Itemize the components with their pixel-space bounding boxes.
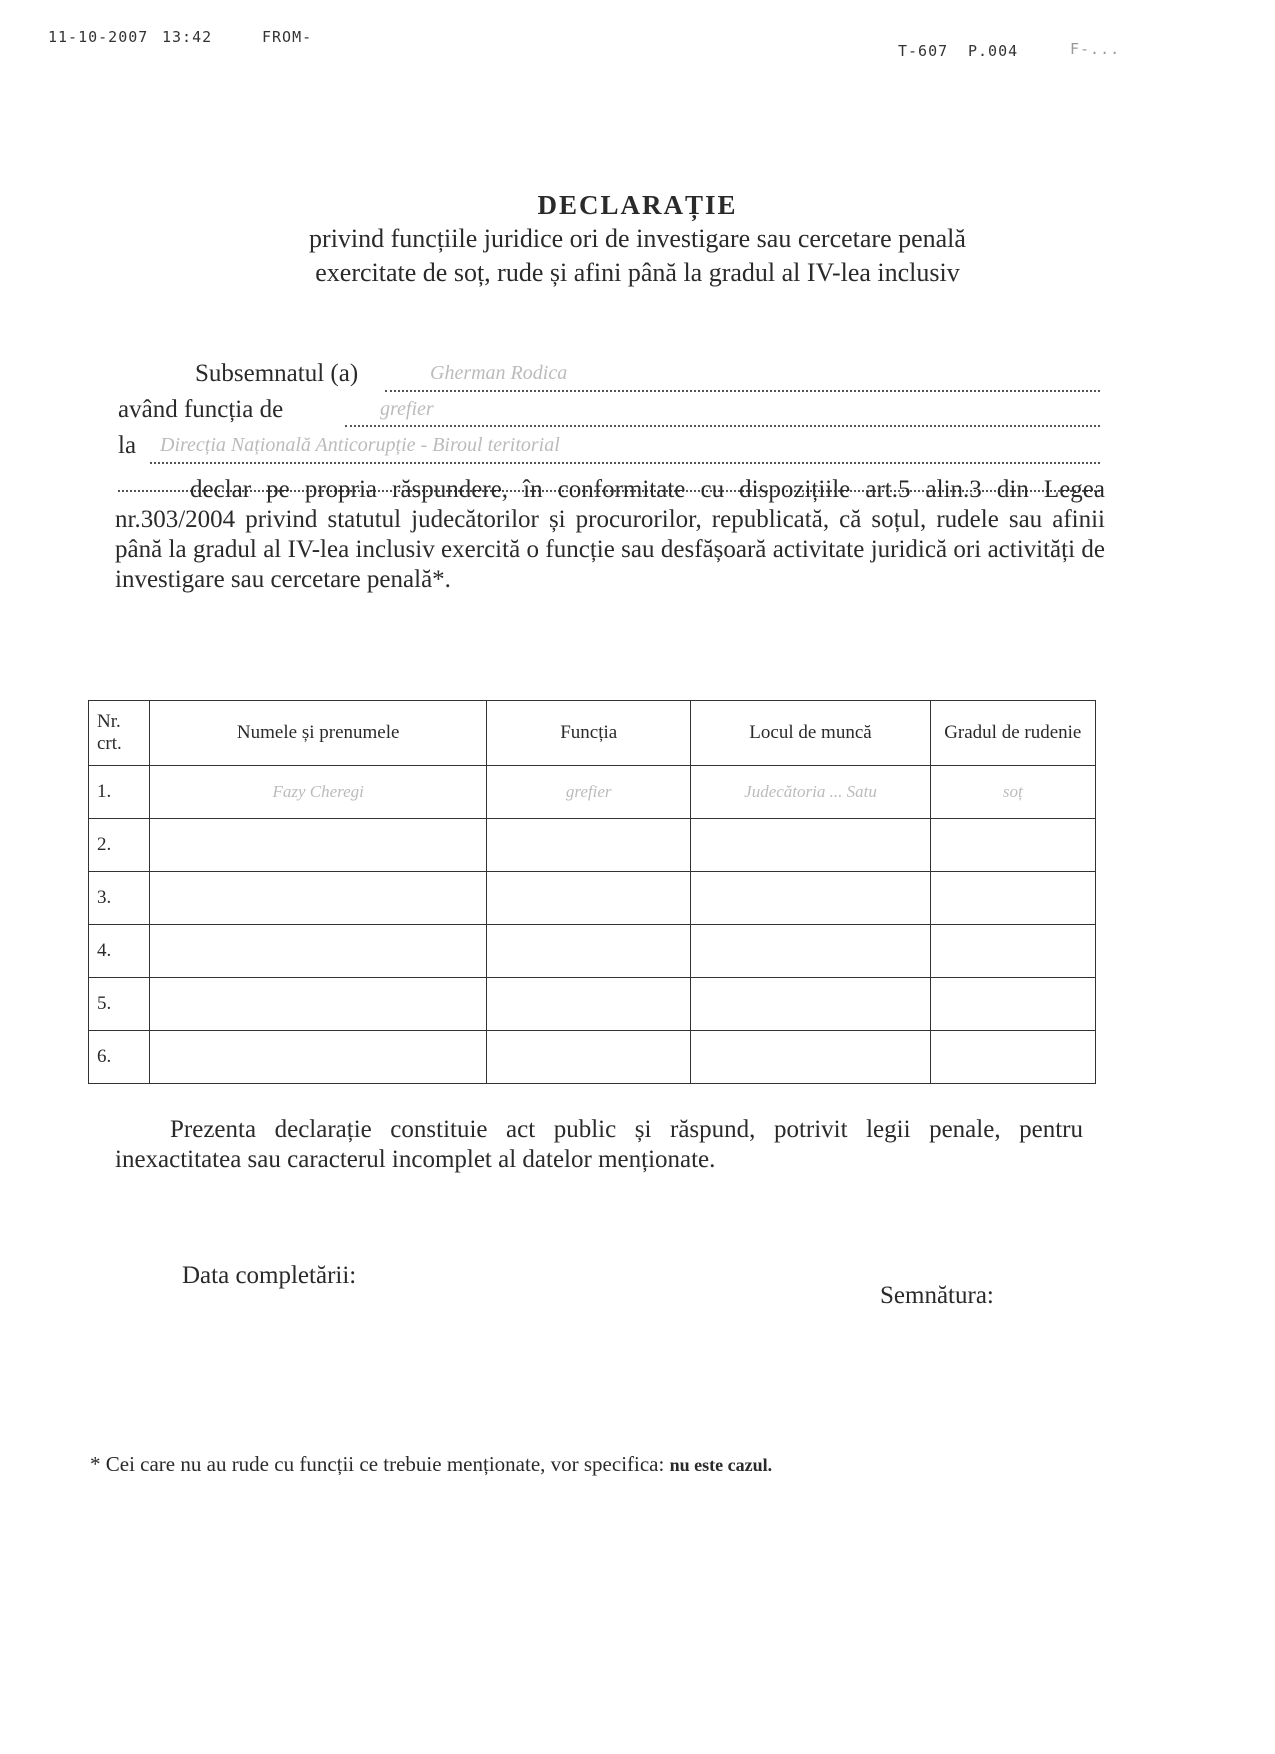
cell-name[interactable]	[150, 1031, 487, 1084]
relatives-table	[88, 700, 1096, 1084]
cell-workplace[interactable]	[691, 872, 930, 925]
header-nr: Nr. crt.	[89, 701, 150, 766]
cell-function[interactable]	[487, 925, 691, 978]
subtitle-line-1: privind funcțiile juridice ori de investigare sau cercetare penală	[309, 224, 966, 253]
table-row	[89, 766, 1096, 819]
cell-nr: 4.	[89, 925, 150, 978]
table-row	[89, 819, 1096, 872]
cell-name[interactable]	[150, 872, 487, 925]
header-function: Funcția	[487, 701, 691, 766]
cell-nr: 3.	[89, 872, 150, 925]
cell-function[interactable]	[487, 872, 691, 925]
cell-degree[interactable]	[930, 1031, 1095, 1084]
header-workplace: Locul de muncă	[691, 701, 930, 766]
cell-degree[interactable]	[930, 819, 1095, 872]
functia-value[interactable]: grefier	[380, 398, 434, 420]
cell-nr: 6.	[89, 1031, 150, 1084]
fax-date: 11-10-2007	[48, 28, 149, 46]
footnote-emphasis: nu este cazul.	[669, 1455, 773, 1475]
subtitle-line-2: exercitate de soț, rude și afini până la gradul al IV-lea inclusiv	[315, 258, 960, 287]
footnote	[90, 1452, 772, 1477]
cell-workplace[interactable]	[691, 819, 930, 872]
table-row	[89, 925, 1096, 978]
cell-degree[interactable]	[930, 978, 1095, 1031]
subsemnatul-value[interactable]: Gherman Rodica	[430, 362, 568, 384]
cell-nr: 5.	[89, 978, 150, 1031]
cell-workplace[interactable]: Judecătoria ... Satu	[691, 766, 930, 819]
cell-workplace[interactable]	[691, 925, 930, 978]
cell-name[interactable]	[150, 925, 487, 978]
table-header-row	[89, 701, 1096, 766]
subsemnatul-label: Subsemnatul (a)	[195, 360, 359, 387]
data-completarii-label: Data completării:	[182, 1262, 357, 1289]
fax-time: 13:42	[162, 28, 213, 46]
cell-degree[interactable]	[930, 925, 1095, 978]
table-row	[89, 872, 1096, 925]
cell-nr: 2.	[89, 819, 150, 872]
functia-label: având funcția de	[118, 396, 284, 423]
la-label: la	[118, 432, 137, 459]
semnatura-label: Semnătura:	[880, 1282, 994, 1309]
cell-name[interactable]	[150, 978, 487, 1031]
document-title: DECLARAȚIE	[537, 190, 738, 220]
fax-terminal: T-607	[898, 42, 949, 60]
fax-page: P.004	[968, 42, 1019, 60]
table-row	[89, 978, 1096, 1031]
cell-workplace[interactable]	[691, 1031, 930, 1084]
fax-extra: F-...	[1070, 40, 1121, 58]
cell-name[interactable]	[150, 819, 487, 872]
la-value[interactable]: Direcția Națională Anticorupție - Biroul teritorial	[160, 434, 560, 456]
cell-workplace[interactable]	[691, 978, 930, 1031]
cell-name[interactable]: Fazy Cheregi	[150, 766, 487, 819]
cell-function[interactable]	[487, 978, 691, 1031]
cell-function[interactable]	[487, 819, 691, 872]
table-row	[89, 1031, 1096, 1084]
declaration-paragraph: declar pe propria răspundere, în conformitate cu dispozițiile art.5 alin.3 din Legea nr.303/2004 privind statutul judecătorilor și procurorilor, republicată, că soțul, rudele sau afinii până la gradul al IV-lea inclusiv exercită o funcție sau desfășoară activitate juridică ori activități de investigare sau cercetare penală*.	[115, 476, 1105, 593]
header-degree: Gradul de rudenie	[930, 701, 1095, 766]
footnote-text: * Cei care nu au rude cu funcții ce trebuie menționate, vor specifica:	[90, 1452, 665, 1476]
closing-paragraph: Prezenta declarație constituie act public și răspund, potrivit legii penale, pentru inexactitatea sau caracterul incomplet al datelor menționate.	[115, 1116, 1083, 1173]
functia-dotted-line	[345, 405, 1100, 427]
document-subtitle	[0, 222, 1275, 290]
cell-function[interactable]	[487, 1031, 691, 1084]
cell-function[interactable]: grefier	[487, 766, 691, 819]
cell-degree[interactable]: soț	[930, 766, 1095, 819]
header-name: Numele și prenumele	[150, 701, 487, 766]
fax-from: FROM-	[262, 28, 313, 46]
cell-degree[interactable]	[930, 872, 1095, 925]
cell-nr: 1.	[89, 766, 150, 819]
